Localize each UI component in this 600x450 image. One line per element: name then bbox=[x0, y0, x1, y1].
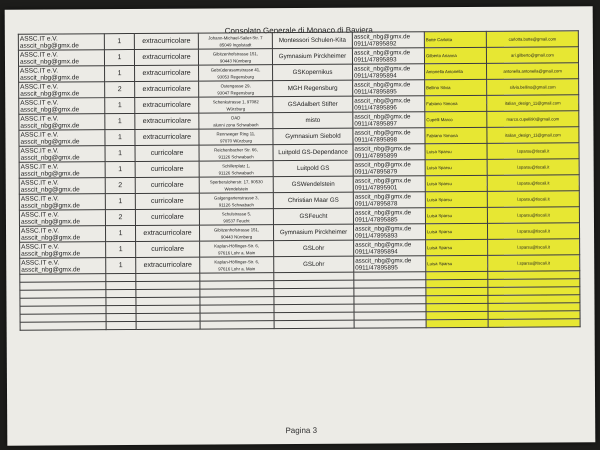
count-cell: 1 bbox=[105, 114, 135, 130]
org-name: ASSC.IT e.V. bbox=[20, 98, 59, 107]
empty-cell bbox=[106, 298, 136, 306]
address-line-1: Schulstrasse 5, bbox=[221, 210, 252, 216]
count-cell: 2 bbox=[105, 82, 135, 98]
type-cell: extracurricolare bbox=[135, 129, 199, 145]
contact-phone: 0911/47895879 bbox=[354, 167, 398, 176]
org-email: asscit_nbg@gmx.de bbox=[20, 217, 80, 226]
org-email: asscit_nbg@gmx.de bbox=[20, 185, 80, 194]
contact-email: asscit_nbg@gmx.de bbox=[355, 256, 412, 265]
address-cell bbox=[199, 81, 273, 97]
type-cell: extracurricolare bbox=[135, 65, 199, 81]
contact-email: asscit_nbg@gmx.de bbox=[354, 96, 411, 105]
count-cell: 1 bbox=[105, 146, 135, 162]
page-number: Pagina 3 bbox=[285, 425, 318, 436]
address-cell bbox=[199, 145, 273, 161]
address-line-1: Reichenbacher Str. 66, bbox=[214, 146, 258, 153]
org-email: asscit_nbg@gmx.de bbox=[20, 137, 80, 146]
school-cell: Luitpold GS bbox=[273, 160, 353, 176]
school-cell: Montessori Schulen-Kita bbox=[272, 32, 352, 48]
org-cell bbox=[19, 130, 105, 147]
school-cell: Luitpold GS-Dependance bbox=[273, 144, 353, 160]
address-cell bbox=[199, 65, 273, 81]
teacher-email-cell: l.sparsu@tiscali.it bbox=[487, 159, 579, 176]
teacher-cell: Luisa Sparsu bbox=[425, 143, 487, 159]
address-line-2: 85049 Ingolstadt bbox=[219, 41, 252, 47]
address-line-1: Schenkstrasse 1, 97082 bbox=[212, 98, 259, 105]
address-line-1: Galgengartenstrasse 3, bbox=[213, 194, 259, 201]
address-cell bbox=[199, 113, 273, 129]
school-cell: Gymnasium Pirckheimer bbox=[273, 224, 353, 240]
org-name: ASSC.IT e.V. bbox=[20, 162, 59, 171]
address-line-1: Gibitzenhofstrasse 151, bbox=[212, 50, 259, 57]
teacher-email-cell: l.sparsu@tiscali.it bbox=[487, 175, 579, 192]
type-cell: extracurricolare bbox=[135, 81, 199, 97]
address-cell bbox=[199, 161, 273, 177]
teacher-email-cell: l.sparsu@tiscali.it bbox=[488, 255, 580, 272]
address-line-1: DAD bbox=[231, 114, 241, 120]
count-cell: 1 bbox=[106, 258, 136, 274]
address-line-1: Ostengasse 29, bbox=[220, 82, 251, 88]
contact-email: asscit_nbg@gmx.de bbox=[354, 112, 411, 121]
teacher-cell: Luisa Sparsu bbox=[425, 223, 487, 239]
type-cell: curricolare bbox=[136, 241, 200, 257]
address-cell bbox=[199, 177, 273, 193]
address-line-1: Kaplan-Höflinger-Str. 6, bbox=[214, 258, 260, 265]
contact-phone: 0911/47895885 bbox=[354, 215, 398, 224]
org-cell bbox=[19, 146, 105, 163]
contact-cell bbox=[353, 96, 425, 112]
org-email: asscit_nbg@gmx.de bbox=[20, 153, 80, 162]
empty-cell bbox=[136, 321, 200, 329]
teacher-email-cell: l.sparsu@tiscali.it bbox=[488, 239, 580, 256]
teacher-email-cell: ari.gilberto@gmail.com bbox=[486, 47, 578, 64]
org-cell bbox=[19, 226, 105, 243]
contact-email: asscit_nbg@gmx.de bbox=[354, 224, 412, 233]
address-line-2: 91126 Schwabach bbox=[218, 169, 254, 175]
contact-phone: 0911/47895893 bbox=[355, 231, 398, 240]
address-cell bbox=[199, 225, 273, 241]
teacher-email-cell: l.sparsu@tiscali.it bbox=[487, 223, 579, 240]
count-cell: 2 bbox=[105, 178, 135, 194]
org-cell bbox=[19, 66, 105, 83]
count-cell: 1 bbox=[105, 226, 135, 242]
contact-email: asscit_nbg@gmx.de bbox=[354, 160, 411, 169]
teacher-cell: Cupelli Marco bbox=[425, 111, 487, 127]
address-line-2: alunni zona Schwabach bbox=[213, 121, 259, 128]
school-cell: GSLohr bbox=[274, 256, 354, 272]
empty-cell bbox=[106, 314, 136, 322]
type-cell: curricolare bbox=[135, 145, 199, 161]
org-cell bbox=[19, 114, 105, 131]
org-name: ASSC.IT e.V. bbox=[20, 178, 59, 187]
school-cell: misto bbox=[273, 112, 353, 128]
type-cell: curricolare bbox=[135, 161, 199, 177]
org-cell bbox=[19, 82, 105, 99]
school-cell: GSFeucht bbox=[273, 208, 353, 224]
contact-phone: 0911/47895893 bbox=[353, 55, 397, 64]
address-line-2: 97070 Würzburg bbox=[220, 137, 252, 143]
empty-cell bbox=[354, 320, 426, 328]
address-cell bbox=[199, 193, 273, 209]
address-cell bbox=[200, 241, 274, 257]
contact-cell bbox=[353, 224, 425, 240]
address-cell bbox=[199, 129, 273, 145]
contact-cell bbox=[353, 208, 425, 224]
org-name: ASSC.IT e.V. bbox=[20, 82, 59, 91]
org-email: asscit_nbg@gmx.de bbox=[20, 201, 80, 210]
contact-email: asscit_nbg@gmx.de bbox=[354, 64, 411, 73]
teacher-cell: Luisa Sparsu bbox=[425, 207, 487, 223]
teacher-email-cell: carlotta.botte@gmail.com bbox=[486, 31, 578, 48]
org-name: ASSC.IT e.V. bbox=[20, 130, 59, 139]
address-line-2: 97616 Lohr a. Main bbox=[218, 265, 256, 272]
schools-table bbox=[18, 30, 581, 330]
address-cell bbox=[198, 49, 272, 65]
teacher-email-cell: silvia.bellino@gmail.com bbox=[487, 79, 579, 96]
teacher-cell: Antonella Antonella bbox=[425, 63, 487, 79]
contact-email: asscit_nbg@gmx.de bbox=[354, 176, 411, 185]
teacher-email-cell: l.sparsu@tiscali.it bbox=[487, 143, 579, 160]
type-cell: curricolare bbox=[135, 209, 199, 225]
document-title: Consolato Generale di Monaco di Baviera bbox=[224, 25, 373, 36]
empty-cell bbox=[426, 319, 488, 327]
org-cell bbox=[19, 98, 105, 115]
contact-phone: 0911/47895895 bbox=[355, 263, 398, 272]
school-cell: Christian Maar GS bbox=[273, 192, 353, 208]
address-cell bbox=[200, 257, 274, 273]
contact-cell bbox=[353, 192, 425, 208]
contact-cell bbox=[354, 256, 426, 272]
contact-phone: 0911/47895894 bbox=[354, 71, 397, 80]
org-cell bbox=[19, 194, 105, 211]
type-cell: extracurricolare bbox=[136, 257, 200, 273]
contact-phone: 0911/47895899 bbox=[354, 151, 398, 160]
teacher-email-cell: italian_design_11@gmail.com bbox=[487, 95, 579, 112]
org-email: asscit_nbg@gmx.de bbox=[19, 57, 80, 66]
type-cell: extracurricolare bbox=[135, 113, 199, 129]
contact-cell bbox=[353, 80, 425, 96]
contact-phone: 0911/47895878 bbox=[354, 199, 398, 208]
contact-phone: 0911/47895901 bbox=[354, 183, 398, 192]
org-email: asscit_nbg@gmx.de bbox=[19, 41, 79, 50]
address-line-1: Schillerplatz 1, bbox=[222, 162, 251, 168]
address-cell bbox=[199, 97, 273, 113]
empty-cell bbox=[106, 290, 136, 298]
contact-cell bbox=[352, 48, 424, 64]
contact-email: asscit_nbg@gmx.de bbox=[355, 240, 412, 249]
contact-email: asscit_nbg@gmx.de bbox=[354, 80, 411, 89]
count-cell: 1 bbox=[105, 66, 135, 82]
contact-email: asscit_nbg@gmx.de bbox=[353, 32, 411, 41]
address-line-2: 90443 Nürnberg bbox=[219, 57, 252, 63]
school-cell: GSAdalbert Stifter bbox=[273, 96, 353, 112]
org-email: asscit_nbg@gmx.de bbox=[20, 89, 80, 98]
org-name: ASSC.IT e.V. bbox=[20, 114, 59, 123]
contact-email: asscit_nbg@gmx.de bbox=[354, 144, 411, 153]
empty-cell bbox=[106, 274, 136, 282]
teacher-cell: Luisa Sparsu bbox=[426, 255, 488, 271]
org-cell bbox=[20, 258, 106, 275]
contact-cell bbox=[354, 240, 426, 256]
org-cell bbox=[19, 162, 105, 179]
school-cell: GSLohr bbox=[274, 240, 354, 256]
org-email: asscit_nbg@gmx.de bbox=[21, 265, 81, 274]
count-cell: 1 bbox=[105, 194, 135, 210]
teacher-email-cell: antonella.antonella@gmail.com bbox=[487, 63, 579, 80]
org-cell bbox=[18, 50, 104, 67]
count-cell: 1 bbox=[105, 98, 135, 114]
org-name: ASSC.IT e.V. bbox=[20, 146, 59, 155]
address-line-2: 90443 Nürnberg bbox=[221, 233, 253, 239]
address-cell bbox=[198, 33, 272, 49]
address-line-2: 93053 Regensburg bbox=[217, 73, 254, 80]
org-cell bbox=[19, 210, 105, 227]
address-line-2: 93047 Regensburg bbox=[217, 89, 254, 96]
address-line-2: 91126 Schwabach bbox=[218, 153, 254, 159]
org-name: ASSC.IT e.V. bbox=[20, 210, 59, 219]
contact-cell bbox=[353, 160, 425, 176]
contact-cell bbox=[353, 144, 425, 160]
school-cell: Gymnasium Siebold bbox=[273, 128, 353, 144]
address-line-1: Gebrüderasamstrasse 41, bbox=[210, 66, 261, 73]
empty-cell bbox=[200, 321, 274, 329]
teacher-cell: Fabiano Simona bbox=[425, 127, 487, 143]
org-name: ASSC.IT e.V. bbox=[19, 34, 58, 43]
type-cell: extracurricolare bbox=[134, 33, 198, 49]
count-cell: 1 bbox=[105, 162, 135, 178]
document-page bbox=[5, 6, 596, 446]
org-email: asscit_nbg@gmx.de bbox=[21, 249, 81, 258]
org-email: asscit_nbg@gmx.de bbox=[20, 73, 80, 82]
teacher-email-cell: italian_design_11@gmail.com bbox=[487, 127, 579, 144]
contact-phone: 0911/47895898 bbox=[354, 135, 398, 144]
teacher-cell: Botte Carlotta bbox=[424, 31, 486, 47]
contact-email: asscit_nbg@gmx.de bbox=[354, 208, 412, 217]
contact-cell bbox=[353, 112, 425, 128]
count-cell: 1 bbox=[106, 242, 136, 258]
address-line-2: Wendelstein bbox=[224, 185, 249, 191]
contact-cell bbox=[353, 64, 425, 80]
contact-cell bbox=[352, 32, 424, 48]
school-cell: MGH Regensburg bbox=[273, 80, 353, 96]
contact-email: asscit_nbg@gmx.de bbox=[354, 192, 411, 201]
empty-cell bbox=[106, 322, 136, 330]
address-line-1: Kaplan-Höflinger-Str. 6, bbox=[214, 242, 259, 249]
org-name: ASSC.IT e.V. bbox=[19, 50, 58, 59]
empty-cell bbox=[106, 282, 136, 290]
address-cell bbox=[199, 209, 273, 225]
teacher-email-cell: marco.cupelli90@gmail.com bbox=[487, 111, 579, 128]
teacher-cell: Luisa Sparsu bbox=[425, 175, 487, 191]
teacher-cell: Luisa Sparsu bbox=[425, 159, 487, 175]
teacher-email-cell: l.sparsu@tiscali.it bbox=[487, 207, 579, 224]
address-line-1: Johann-Michael-Sailer-Str. 7 bbox=[208, 34, 263, 41]
count-cell: 1 bbox=[104, 50, 134, 66]
org-name: ASSC.IT e.V. bbox=[21, 226, 59, 235]
contact-email: asscit_nbg@gmx.de bbox=[354, 128, 411, 137]
teacher-email-cell: l.sparsu@tiscali.it bbox=[487, 191, 579, 208]
org-name: ASSC.IT e.V. bbox=[21, 242, 60, 251]
org-name: ASSC.IT e.V. bbox=[20, 66, 59, 75]
org-email: asscit_nbg@gmx.de bbox=[20, 121, 80, 130]
type-cell: curricolare bbox=[135, 177, 199, 193]
type-cell: curricolare bbox=[135, 193, 199, 209]
empty-cell bbox=[106, 306, 136, 314]
contact-phone: 0911/47895896 bbox=[354, 103, 397, 112]
empty-cell bbox=[488, 319, 580, 328]
count-cell: 2 bbox=[105, 210, 135, 226]
teacher-cell: Bellino Silvia bbox=[425, 79, 487, 95]
type-cell: extracurricolare bbox=[134, 49, 198, 65]
org-cell bbox=[20, 242, 106, 259]
contact-phone: 0911/47895894 bbox=[355, 247, 398, 256]
contact-phone: 0911/47895897 bbox=[354, 119, 397, 128]
address-line-1: Rennweger Ring 11, bbox=[216, 130, 256, 137]
org-email: asscit_nbg@gmx.de bbox=[20, 105, 80, 114]
school-cell: GSWendelstein bbox=[273, 176, 353, 192]
count-cell: 1 bbox=[105, 130, 135, 146]
school-cell: Gymnasium Pirckheimer bbox=[272, 48, 352, 64]
count-cell: 1 bbox=[104, 34, 134, 50]
address-line-1: Gibitzenhofstrasse 151, bbox=[213, 226, 260, 233]
org-name: ASSC.IT e.V. bbox=[21, 258, 60, 267]
type-cell: extracurricolare bbox=[135, 225, 199, 241]
address-line-1: Sperbersloherstr. 17, 90530 bbox=[209, 178, 263, 185]
address-line-2: Würzburg bbox=[226, 105, 246, 111]
org-email: asscit_nbg@gmx.de bbox=[20, 169, 80, 178]
address-line-2: 91126 Schwabach bbox=[218, 201, 254, 207]
teacher-cell: Gilberto Arianna bbox=[424, 47, 486, 63]
teacher-cell: Luisa Sparsu bbox=[426, 239, 488, 255]
school-cell: GSKopernikus bbox=[273, 64, 353, 80]
teacher-cell: Luisa Sparsu bbox=[425, 191, 487, 207]
org-cell bbox=[19, 178, 105, 195]
contact-phone: 0911/47895895 bbox=[354, 87, 397, 96]
empty-cell bbox=[274, 320, 354, 328]
contact-phone: 0911/47895892 bbox=[353, 39, 397, 48]
teacher-cell: Fabiano Simona bbox=[425, 95, 487, 111]
empty-cell bbox=[20, 322, 106, 331]
address-line-2: 97616 Lohr a. Main bbox=[218, 249, 256, 256]
contact-cell bbox=[353, 128, 425, 144]
address-line-2: 90537 Feucht bbox=[223, 217, 250, 223]
org-email: asscit_nbg@gmx.de bbox=[21, 233, 81, 242]
contact-cell bbox=[353, 176, 425, 192]
contact-email: asscit_nbg@gmx.de bbox=[353, 48, 411, 57]
org-cell bbox=[18, 34, 104, 51]
org-name: ASSC.IT e.V. bbox=[20, 194, 59, 203]
type-cell: extracurricolare bbox=[135, 97, 199, 113]
